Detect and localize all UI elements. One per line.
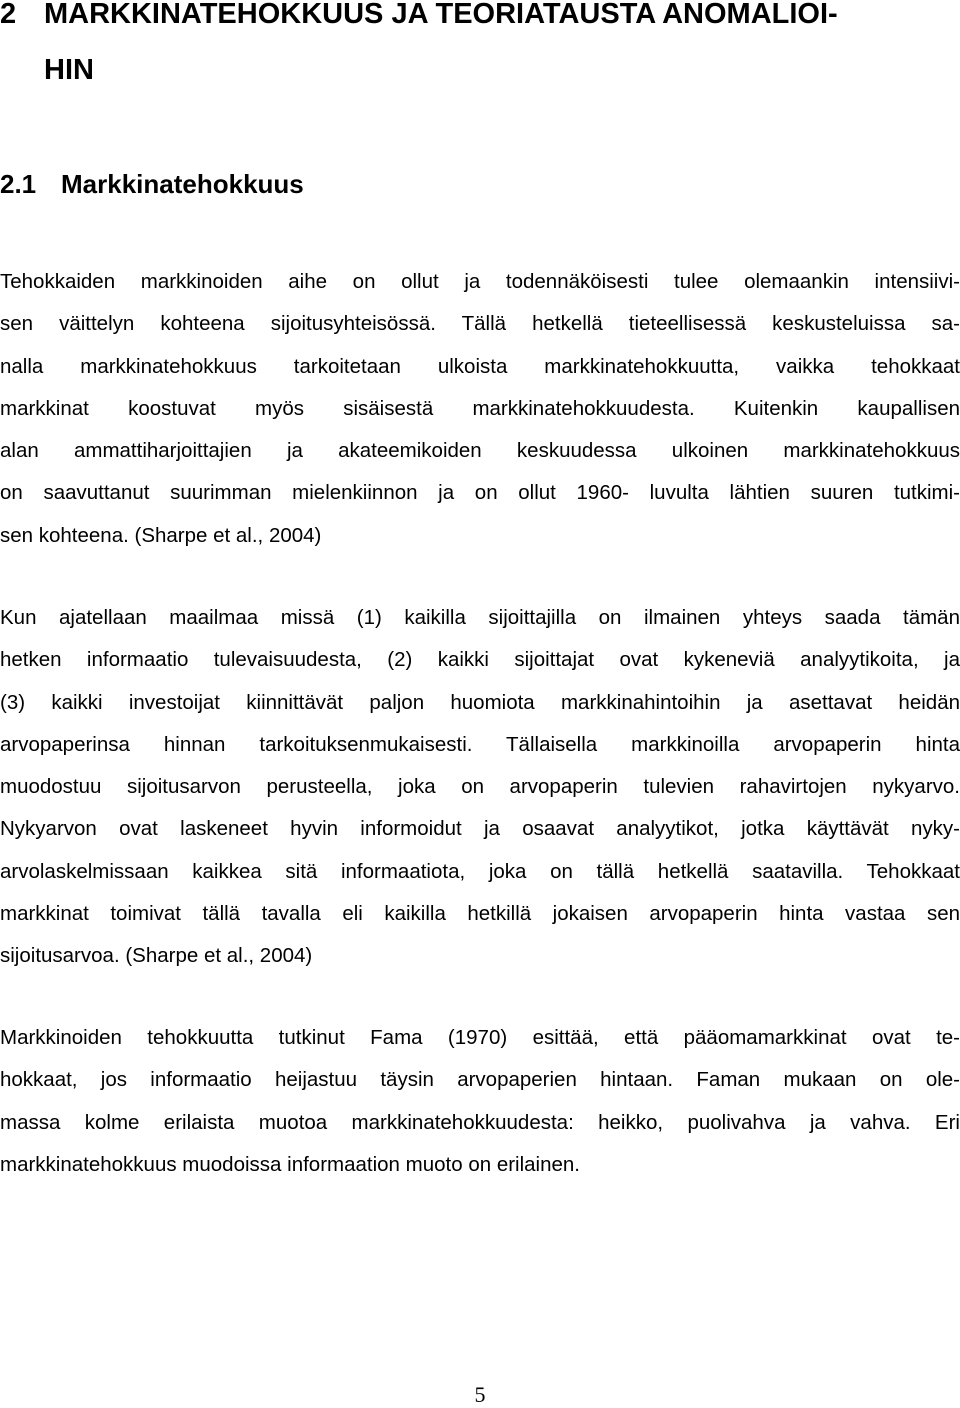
paragraph-line: arvolaskelmissaan kaikkea sitä informaatiota, joka on tällä hetkellä saatavilla. Tehokkaat xyxy=(0,859,960,883)
chapter-heading xyxy=(0,0,960,98)
section-number: 2.1 xyxy=(0,169,37,199)
paragraph-line: massa kolme erilaista muotoa markkinatehokkuudesta: heikko, puolivahva ja vahva. Eri xyxy=(0,1110,960,1134)
paragraph-line: Markkinoiden tehokkuutta tutkinut Fama (1970) esittää, että pääomamarkkinat ovat te- xyxy=(0,1026,960,1049)
chapter-title-line-1: MARKKINATEHOKKUUS JA TEORIATAUSTA ANOMALIOI- xyxy=(44,0,838,30)
paragraph-line: markkinat koostuvat myös sisäisestä markkinatehokkuudesta. Kuitenkin kaupallisen xyxy=(0,396,960,420)
paragraph-line: Kun ajatellaan maailmaa missä (1) kaikilla sijoittajilla on ilmainen yhteys saada tämän xyxy=(0,606,960,629)
page-number: 5 xyxy=(474,1382,486,1407)
paragraph-line: sen väittelyn kohteena sijoitusyhteisössä. Tällä hetkellä tieteellisessä keskusteluissa sa- xyxy=(0,312,960,336)
paragraph-3 xyxy=(0,1017,960,1186)
chapter-title-line-2: HIN xyxy=(44,54,94,86)
paragraph-line: markkinat toimivat tällä tavalla eli kaikilla hetkillä jokaisen arvopaperin hinta vastaa sen xyxy=(0,902,960,926)
paragraph-line: on saavuttanut suurimman mielenkiinnon ja on ollut 1960- luvulta lähtien suuren tutkimi- xyxy=(0,481,960,505)
paragraph-line: Tehokkaiden markkinoiden aihe on ollut ja todennäköisesti tulee olemaankin intensiivi- xyxy=(0,270,960,293)
paragraph-line: (3) kaikki investoijat kiinnittävät paljon huomiota markkinahintoihin ja asettavat heidän xyxy=(0,690,960,714)
paragraph-2 xyxy=(0,597,960,978)
paragraph-line: sijoitusarvoa. (Sharpe et al., 2004) xyxy=(0,944,313,968)
chapter-number: 2 xyxy=(0,0,17,30)
paragraph-line: arvopaperinsa hinnan tarkoituksenmukaisesti. Tällaisella markkinoilla arvopaperin hinta xyxy=(0,732,960,756)
paragraph-1 xyxy=(0,261,960,557)
paragraph-line: hetken informaatio tulevaisuudesta, (2) kaikki sijoittajat ovat kykeneviä analyytikoita, ja xyxy=(0,648,960,672)
paragraph-line: nalla markkinatehokkuus tarkoitetaan ulkoista markkinatehokkuutta, vaikka tehokkaat xyxy=(0,354,960,378)
paragraph-line: sen kohteena. (Sharpe et al., 2004) xyxy=(0,523,322,547)
paragraph-line: alan ammattiharjoittajien ja akateemikoiden keskuudessa ulkoinen markkinatehokkuus xyxy=(0,439,960,463)
paragraph-line: hokkaat, jos informaatio heijastuu täysin arvopaperien hintaan. Faman mukaan on ole- xyxy=(0,1068,960,1092)
section-heading xyxy=(0,164,304,204)
paragraph-line: muodostuu sijoitusarvon perusteella, joka on arvopaperin tulevien rahavirtojen nykyarvo. xyxy=(0,775,960,799)
section-title: Markkinatehokkuus xyxy=(61,169,304,199)
paragraph-line: markkinatehokkuus muodoissa informaation muoto on erilainen. xyxy=(0,1152,581,1176)
paragraph-line: Nykyarvon ovat laskeneet hyvin informoidut ja osaavat analyytikot, jotka käyttävät nyky- xyxy=(0,817,960,841)
